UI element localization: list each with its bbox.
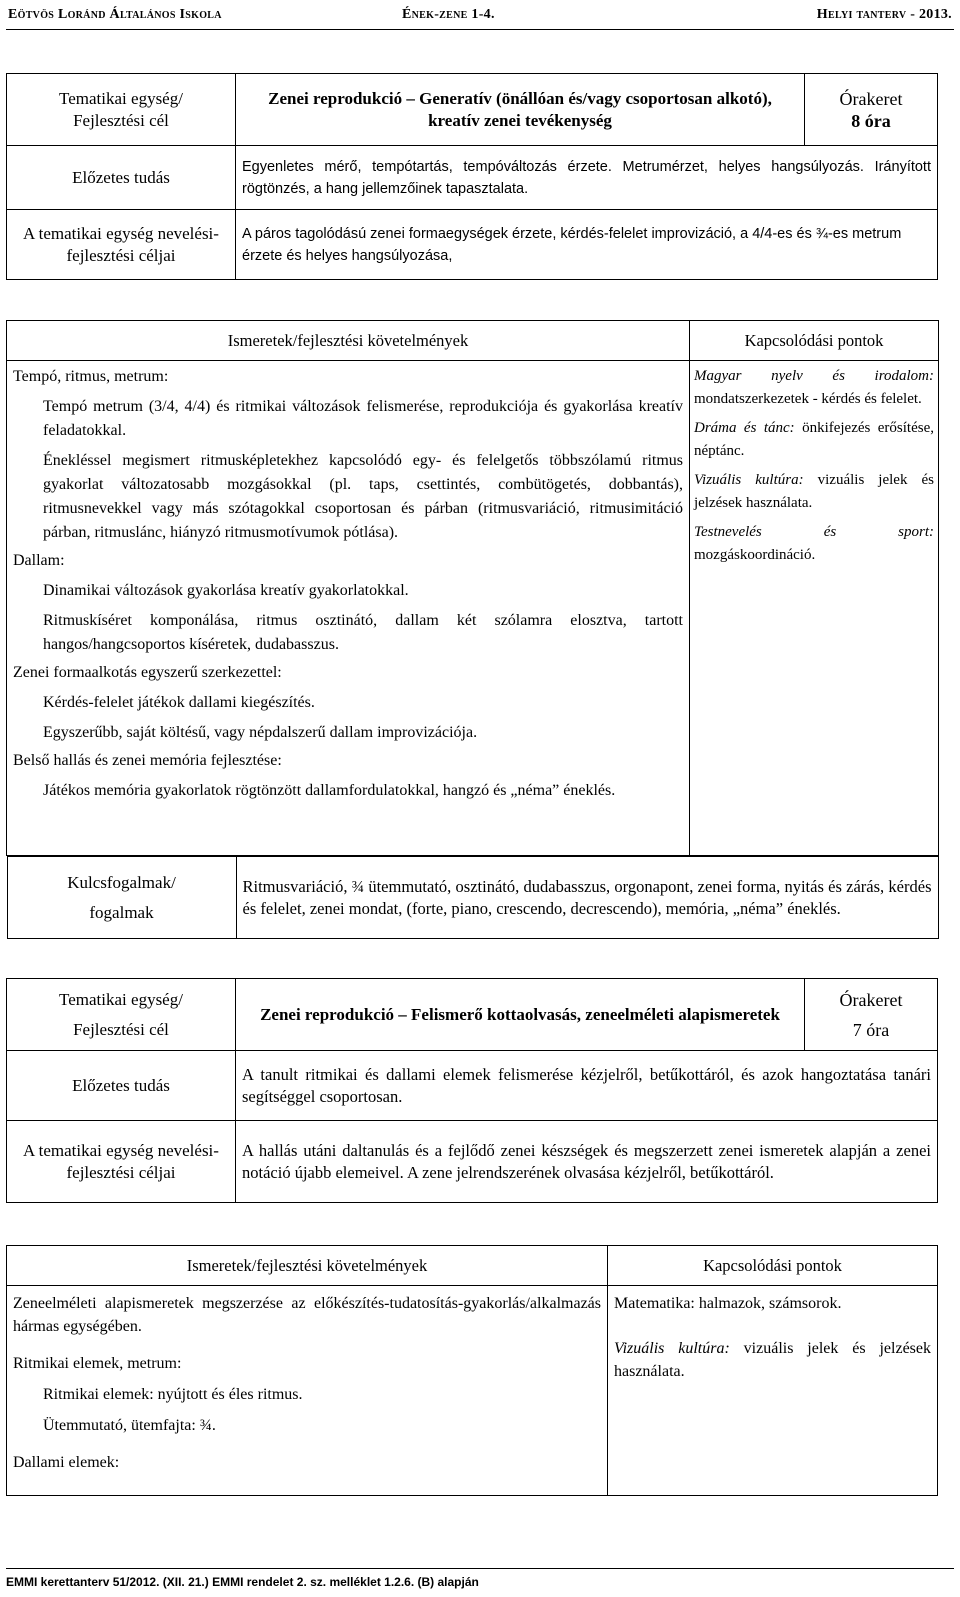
unit2-req-list	[13, 1292, 601, 1474]
req-item: Ütemmutató, ütemfajta: ¾.	[43, 1417, 216, 1434]
req-heading: Belső hallás és zenei memória fejlesztése:	[13, 752, 282, 769]
unit2-goals: A hallás utáni daltanulás és a fejlődő zenei készségek és megszerzett zenei ismeretek alapján a zenei notáció újabb elemeivel. A zene jelrendszerének olvasása kézjelről, betűkottáról.	[236, 1121, 938, 1203]
unit1-topic-label: Tematikai egység/ Fejlesztési cél	[7, 74, 236, 146]
unit1-req-header: Ismeretek/fejlesztési követelmények	[7, 321, 690, 361]
link-item	[614, 1292, 931, 1315]
link-item	[694, 521, 934, 567]
link-item	[694, 469, 934, 515]
curriculum-name: Helyi tanterv - 2013.	[816, 7, 952, 22]
school-name: Eötvös Loránd Általános Iskola	[8, 7, 222, 22]
req-item: Ritmuskíséret komponálása, ritmus osztinátó, dallam két szólamra elosztva, tartott hangos/hangcsoportos kíséretek, dudabasszus.	[43, 612, 683, 653]
link-text: önkifejezés erősítése, néptánc.	[694, 420, 934, 459]
unit1-keywords-table	[7, 856, 939, 939]
unit1-links-list	[694, 365, 934, 567]
unit2-topic-label: Tematikai egység/ Fejlesztési cél	[7, 979, 236, 1051]
unit1-keywords: Ritmusvariáció, ¾ ütemmutató, osztinátó, dudabasszus, orgonapont, zenei forma, nyitás és zárás, kérdés és felelet, zenei mondat, (forte, piano, crescendo, decrescendo), memória, „néma” éneklés.	[236, 857, 938, 939]
unit2-hours-label: Órakeret	[839, 989, 903, 1010]
unit2-links-list	[614, 1292, 931, 1383]
unit2-prior: A tanult ritmikai és dallami elemek felismerése kézjelről, betűkottáról, és azok hangoztatása tanári segítséggel csoportosan.	[236, 1051, 938, 1121]
unit1-prior-label: Előzetes tudás	[7, 146, 236, 210]
req-heading: Zeneelméleti alapismeretek megszerzése az előkészítés-tudatosítás-gyakorlás/alkalmazás hármas egységében.	[13, 1295, 601, 1335]
req-heading: Zenei formaalkotás egyszerű szerkezettel:	[13, 664, 282, 681]
unit2-goals-label: A tematikai egység nevelési-fejlesztési céljai	[7, 1121, 236, 1203]
unit1-topic: Zenei reprodukció – Generatív (önállóan és/vagy csoportosan alkotó), kreatív zenei tevékenység	[236, 74, 805, 146]
unit1-req-body	[7, 361, 690, 856]
unit2-prior-label: Előzetes tudás	[7, 1051, 236, 1121]
page-footer: EMMI kerettanterv 51/2012. (XII. 21.) EMMI rendelet 2. sz. melléklet 1.2.6. (B) alapján	[6, 1568, 954, 1589]
unit1-req-list	[13, 365, 683, 803]
unit1-keywords-label: Kulcsfogalmak/ fogalmak	[7, 857, 236, 939]
link-subject: Vizuális kultúra:	[614, 1340, 730, 1357]
unit1-prior: Egyenletes mérő, tempótartás, tempóváltozás érzete. Metrumérzet, helyes hangsúlyozás. Irányított rögtönzés, a hang jellemzőinek tapasztalata.	[236, 146, 938, 210]
unit2-req-body	[7, 1286, 608, 1496]
req-heading: Ritmikai elemek, metrum:	[13, 1355, 182, 1372]
unit2-topic: Zenei reprodukció – Felismerő kottaolvasás, zeneelméleti alapismeretek	[236, 979, 805, 1051]
unit2-hours-cell	[805, 979, 938, 1051]
link-text: mondatszerkezetek - kérdés és felelet.	[694, 391, 922, 407]
unit1-links-body	[690, 361, 939, 856]
unit2-links-body	[608, 1286, 938, 1496]
unit1-hours: 8 óra	[851, 110, 891, 131]
req-item: Dinamikai változások gyakorlása kreatív gyakorlatokkal.	[43, 582, 409, 599]
req-heading: Dallam:	[13, 552, 65, 569]
unit1-hours-cell	[805, 74, 938, 146]
subject-name: Ének-zene 1-4.	[402, 7, 495, 22]
unit2-links-header: Kapcsolódási pontok	[608, 1246, 938, 1286]
link-subject: Vizuális kultúra:	[694, 472, 804, 488]
req-item: Egyszerűbb, saját költésű, vagy népdalszerű dallam improvizációja.	[43, 724, 478, 741]
link-subject: Magyar nyelv és irodalom:	[694, 368, 934, 384]
unit2-info-table	[6, 978, 938, 1203]
req-item: Tempó metrum (3/4, 4/4) és ritmikai változások felismerése, reprodukciója és gyakorlása kreatív feladatokkal.	[43, 398, 683, 439]
link-subject: Dráma és tánc:	[694, 420, 795, 436]
unit1-hours-label: Órakeret	[839, 88, 903, 109]
link-text: vizuális jelek és jelzések használata.	[614, 1340, 931, 1380]
unit2-req-table	[6, 1245, 938, 1496]
unit1-goals-label: A tematikai egység nevelési-fejlesztési céljai	[7, 210, 236, 280]
req-item: Énekléssel megismert ritmusképletekhez kapcsolódó egy- és felelgetős többszólamú ritmus gyakorlat változatosabb mozgásokkal (pl. taps, csettintés, combütögetés, dobbantás), ritmusnevekkel vagy más szótagokkal csoportosan és párban (ritmusvariáció, ritmusimitáció párban, ritmuslánc, hiányzó ritmusmotívumok pótlása).	[43, 452, 683, 541]
req-item: Ritmikai elemek: nyújtott és éles ritmus.	[43, 1386, 303, 1403]
link-subject: Testnevelés és sport:	[694, 524, 934, 540]
link-text: vizuális jelek és jelzések használata.	[694, 472, 934, 511]
link-item	[694, 417, 934, 463]
req-item: Játékos memória gyakorlatok rögtönzött dallamfordulatokkal, hangzó és „néma” éneklés.	[43, 782, 616, 799]
page-header	[6, 3, 954, 30]
unit1-info-table	[6, 73, 938, 280]
req-item: Kérdés-felelet játékok dallami kiegészítés.	[43, 694, 315, 711]
link-text: mozgáskoordináció.	[694, 547, 816, 563]
link-item	[614, 1337, 931, 1383]
req-heading: Tempó, ritmus, metrum:	[13, 368, 169, 385]
unit1-links-header: Kapcsolódási pontok	[690, 321, 939, 361]
link-text: Matematika: halmazok, számsorok.	[614, 1295, 842, 1312]
unit1-req-table	[6, 320, 939, 939]
req-heading: Dallami elemek:	[13, 1454, 120, 1471]
unit2-hours: 7 óra	[852, 1019, 890, 1040]
link-item	[694, 365, 934, 411]
unit1-goals: A páros tagolódású zenei formaegységek érzete, kérdés-felelet improvizáció, a 4/4-es és ¾-es metrum érzete és helyes hangsúlyozása,	[236, 210, 938, 280]
unit2-req-header: Ismeretek/fejlesztési követelmények	[7, 1246, 608, 1286]
